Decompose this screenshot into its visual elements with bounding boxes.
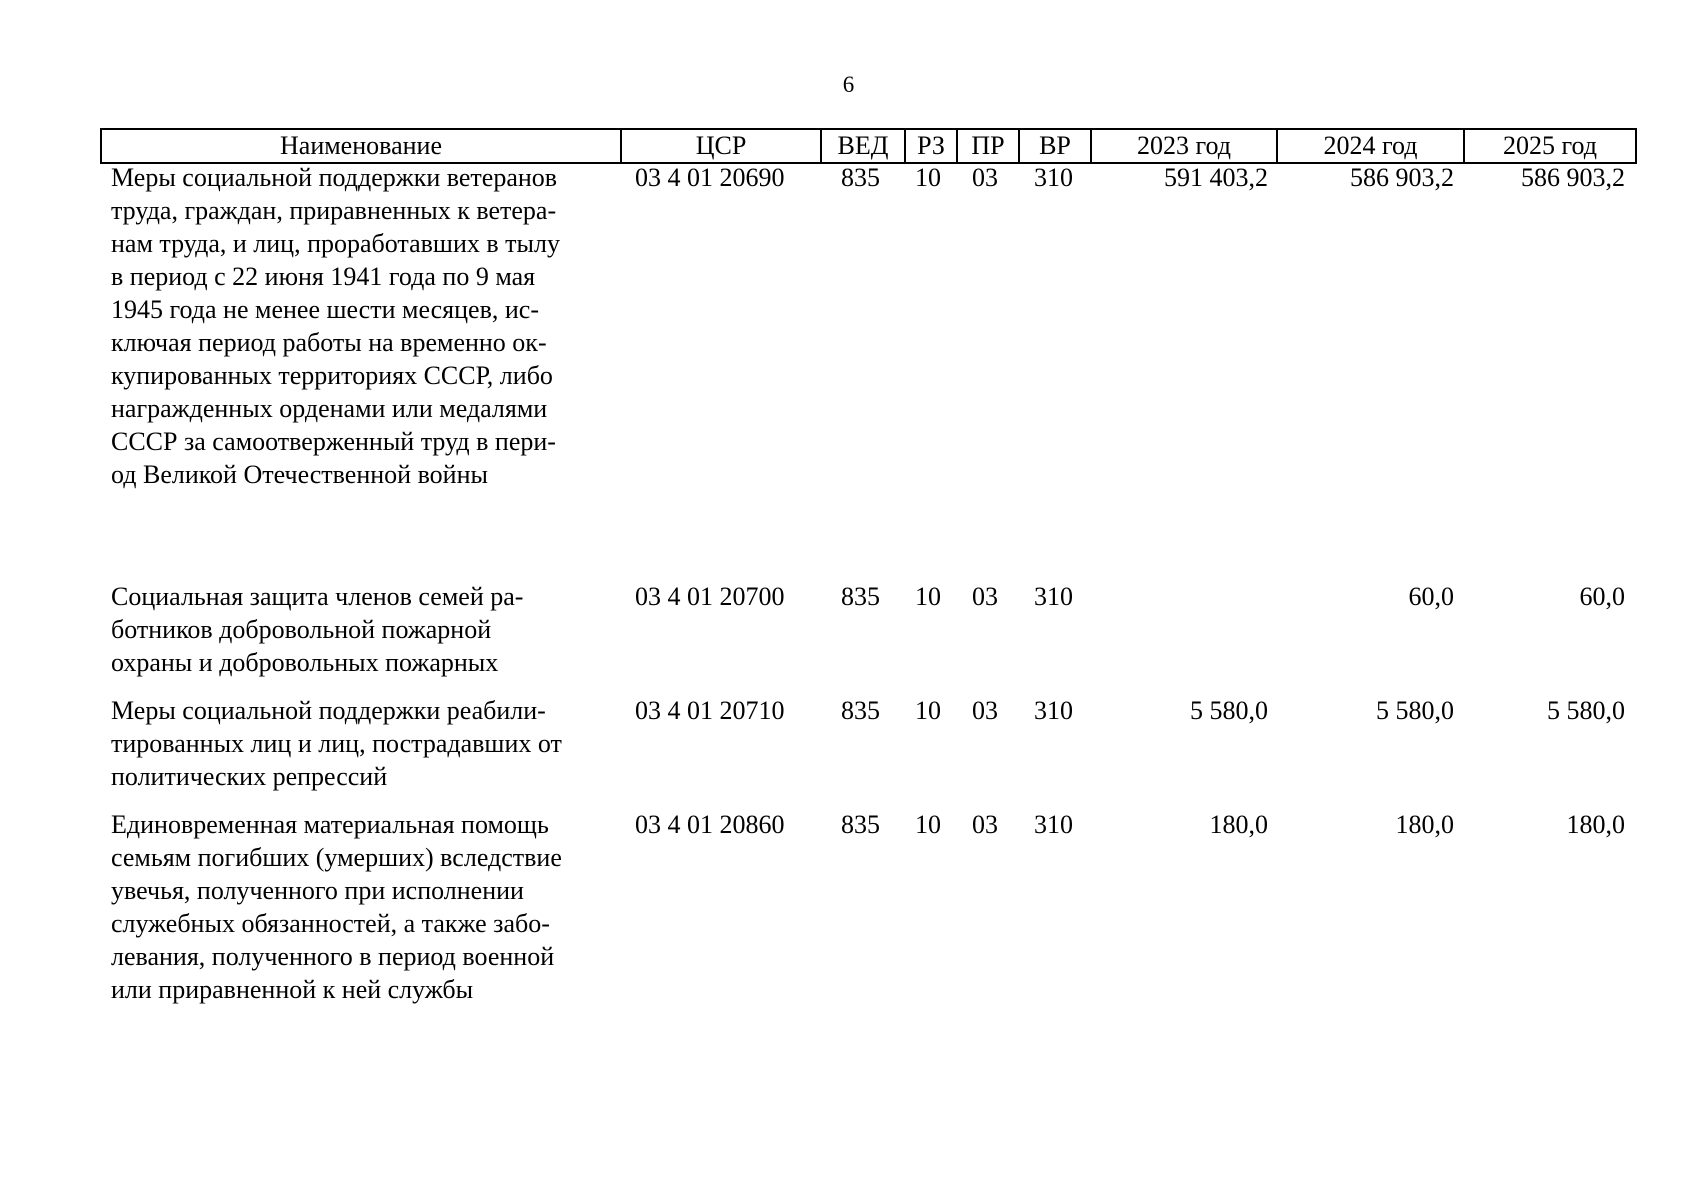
row-2024: 5 580,0 [1376, 696, 1454, 725]
name-line: или приравненной к ней службы [111, 975, 474, 1004]
header-name: Наименование [101, 129, 621, 163]
name-line: левания, полученного в период военной [111, 942, 555, 971]
name-line: труда, граждан, приравненных к ветера- [111, 196, 557, 225]
header-2025: 2025 год [1464, 129, 1636, 163]
name-line: в период с 22 июня 1941 года по 9 мая [111, 262, 536, 291]
row-pr: 03 [972, 582, 998, 611]
row-name [111, 580, 611, 679]
row-pr: 03 [972, 810, 998, 839]
row-rz: 10 [915, 810, 941, 839]
name-line: увечья, полученного при исполнении [111, 876, 524, 905]
row-vr: 310 [1034, 696, 1073, 725]
row-rz: 10 [915, 582, 941, 611]
row-2025: 5 580,0 [1547, 696, 1625, 725]
name-line: СССР за самоотверженный труд в пери- [111, 427, 556, 456]
row-csr: 03 4 01 20700 [635, 582, 785, 611]
name-line: политических репрессий [111, 762, 388, 791]
name-line: служебных обязанностей, а также забо- [111, 909, 550, 938]
row-vr: 310 [1034, 810, 1073, 839]
row-ved: 835 [841, 582, 880, 611]
row-pr: 03 [972, 696, 998, 725]
row-csr: 03 4 01 20860 [635, 810, 785, 839]
table-header [100, 128, 1637, 164]
name-line: 1945 года не менее шести месяцев, ис- [111, 295, 539, 324]
header-2024: 2024 год [1277, 129, 1464, 163]
header-ved: ВЕД [821, 129, 905, 163]
name-line: охраны и добровольных пожарных [111, 648, 499, 677]
row-2023: 5 580,0 [1190, 696, 1268, 725]
name-line: од Великой Отечественной войны [111, 460, 488, 489]
row-2023: 591 403,2 [1164, 163, 1268, 192]
header-vr: ВР [1019, 129, 1091, 163]
row-csr: 03 4 01 20710 [635, 696, 785, 725]
row-2023: 180,0 [1209, 810, 1268, 839]
row-2025: 60,0 [1579, 582, 1625, 611]
name-line: семьям погибших (умерших) вследствие [111, 843, 562, 872]
name-line: награжденных орденами или медалями [111, 394, 548, 423]
name-line: Единовременная материальная помощь [111, 810, 549, 839]
row-name [111, 694, 611, 793]
row-rz: 10 [915, 696, 941, 725]
name-line: Социальная защита членов семей ра- [111, 582, 524, 611]
row-2025: 586 903,2 [1521, 163, 1625, 192]
row-pr: 03 [972, 163, 998, 192]
row-ved: 835 [841, 696, 880, 725]
row-name [111, 808, 611, 1006]
row-2024: 60,0 [1408, 582, 1454, 611]
row-ved: 835 [841, 810, 880, 839]
row-2024: 586 903,2 [1350, 163, 1454, 192]
name-line: тированных лиц и лиц, пострадавших от [111, 729, 562, 758]
name-line: нам труда, и лиц, проработавших в тылу [111, 229, 560, 258]
header-2023: 2023 год [1091, 129, 1277, 163]
row-ved: 835 [841, 163, 880, 192]
name-line: ключая период работы на временно ок- [111, 328, 547, 357]
row-csr: 03 4 01 20690 [635, 163, 785, 192]
name-line: купированных территориях СССР, либо [111, 361, 553, 390]
page-number: 6 [842, 72, 855, 97]
name-line: Меры социальной поддержки реабили- [111, 696, 546, 725]
header-rz: РЗ [905, 129, 957, 163]
name-line: Меры социальной поддержки ветеранов [111, 163, 558, 192]
header-pr: ПР [957, 129, 1019, 163]
name-line: ботников добровольной пожарной [111, 615, 492, 644]
header-csr: ЦСР [621, 129, 821, 163]
row-2025: 180,0 [1566, 810, 1625, 839]
row-rz: 10 [915, 163, 941, 192]
row-vr: 310 [1034, 163, 1073, 192]
row-name [111, 161, 611, 491]
row-vr: 310 [1034, 582, 1073, 611]
row-2024: 180,0 [1395, 810, 1454, 839]
